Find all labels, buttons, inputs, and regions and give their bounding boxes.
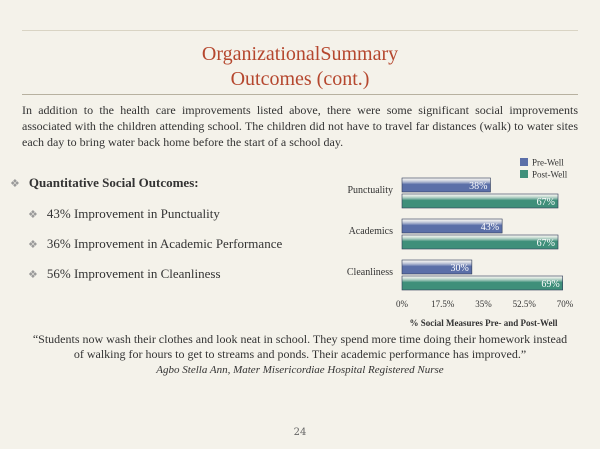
category-label: Punctuality (347, 185, 393, 196)
bullet-item-text: 36% Improvement in Academic Performance (46, 236, 283, 251)
diamond-bullet-icon: ❖ (10, 178, 20, 190)
data-label: 38% (469, 181, 488, 192)
x-tick-label: 52.5% (512, 299, 536, 309)
data-label: 69% (541, 279, 560, 290)
bullet-item-text: 56% Improvement in Cleanliness (46, 266, 221, 281)
category-label: Academics (348, 226, 393, 237)
legend-label: Post-Well (532, 169, 568, 180)
diamond-bullet-icon: ❖ (28, 239, 38, 251)
diamond-bullet-icon: ❖ (28, 209, 38, 221)
quote-attribution: Agbo Stella Ann, Mater Misericordiae Hospital Registered Nurse (156, 364, 444, 376)
page-number: 24 (293, 427, 307, 438)
bar (402, 235, 558, 249)
intro-paragraph: In addition to the health care improvements listed above, there were some significant social improvements associated with the children attending school. The children did not have to travel far distances (walk) to water sites each day to bring water back home before the start of a school day. (22, 103, 578, 149)
x-tick-label: 17.5% (431, 299, 455, 309)
x-tick-label: 70% (556, 299, 574, 309)
data-label: 67% (536, 238, 556, 249)
legend-swatch (520, 170, 528, 178)
diamond-bullet-icon: ❖ (28, 269, 38, 281)
bar (402, 194, 558, 208)
data-label: 43% (480, 222, 500, 233)
x-axis-label: % Social Measures Pre- and Post-Well (409, 318, 558, 328)
category-label: Cleanliness (346, 267, 393, 278)
bullet-heading-text: Quantitative Social Outcomes: (28, 175, 199, 190)
title-line-1: OrganizationalSummary (201, 43, 399, 65)
data-label: 30% (450, 263, 469, 274)
title-line-2: Outcomes (cont.) (230, 68, 370, 90)
legend-label: Pre-Well (532, 157, 564, 168)
bar (402, 276, 563, 290)
legend-swatch (520, 158, 528, 166)
x-tick-label: 0% (396, 299, 408, 309)
data-label: 67% (536, 197, 556, 208)
quote: “Students now wash their clothes and look neat in school. They spend more time doing their homework instead of walking for hours to get to streams and ponds. Their academic performance has improved.” (32, 332, 568, 361)
bullet-item-text: 43% Improvement in Punctuality (46, 206, 220, 221)
x-tick-label: 35% (475, 299, 492, 309)
